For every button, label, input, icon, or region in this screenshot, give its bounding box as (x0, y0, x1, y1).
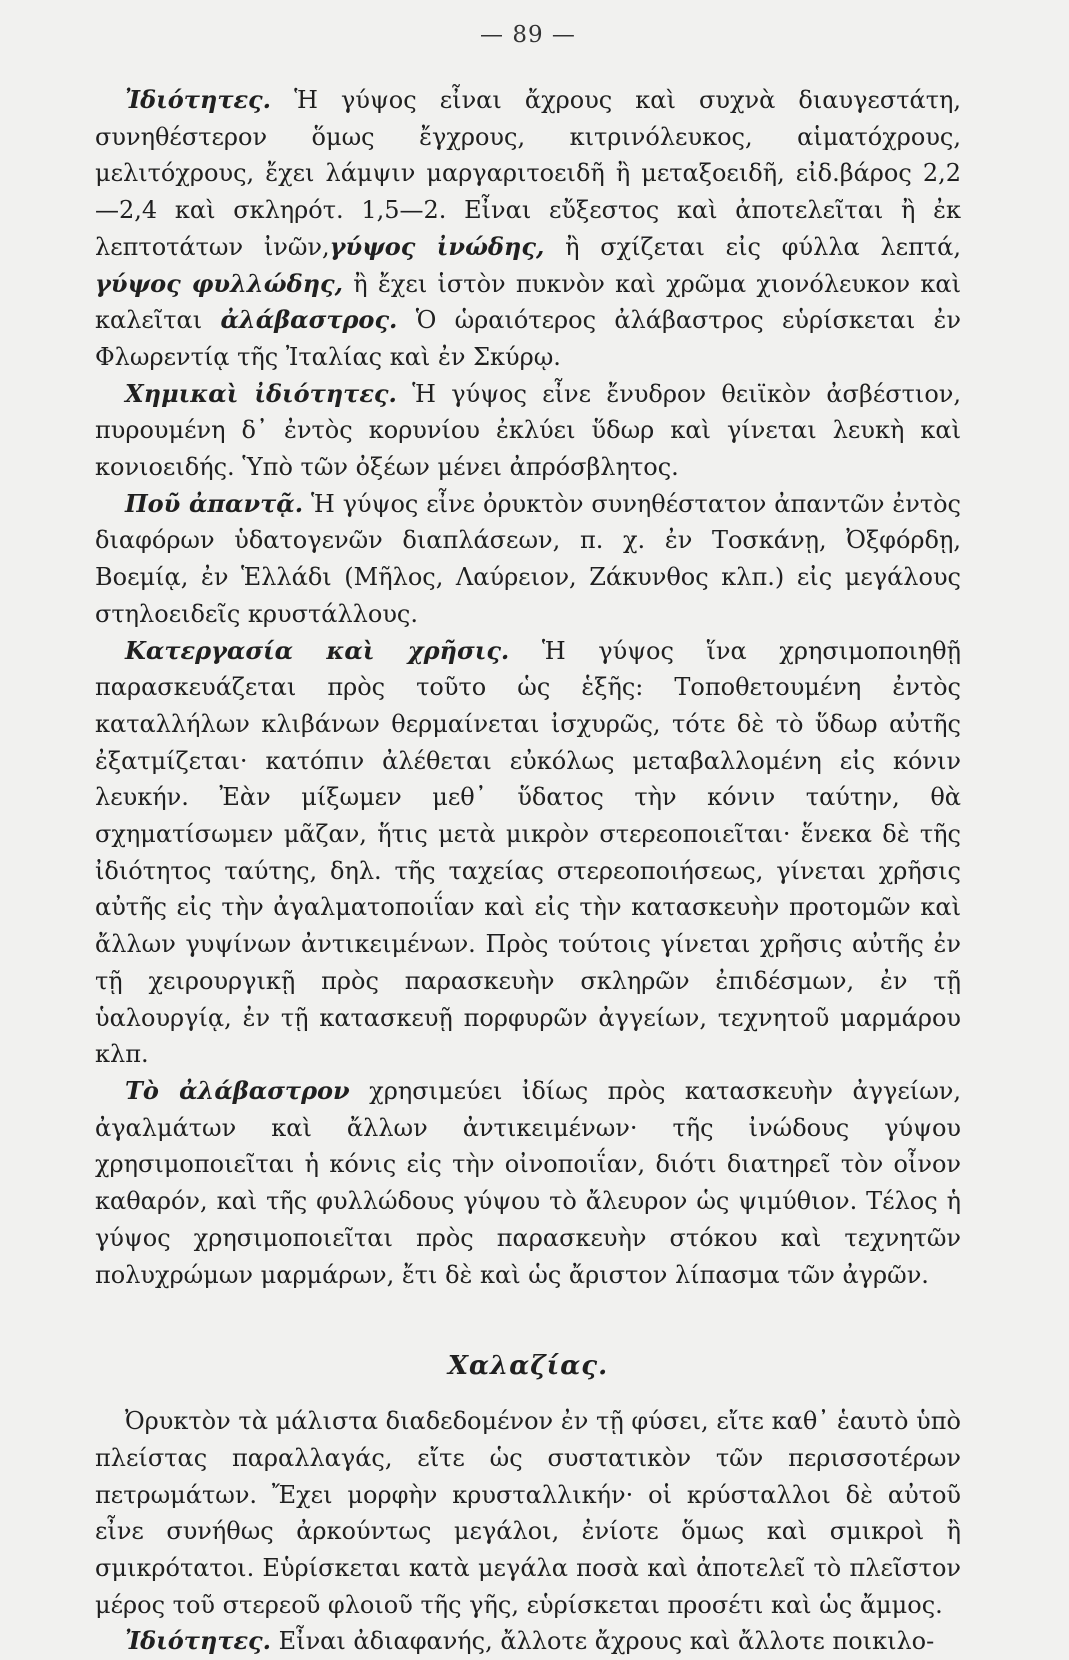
paragraph-quartz-properties (95, 1623, 961, 1660)
paragraph-text: Ἡ γύψος εἶνε ἔνυδρον θειϊκὸν ἀσβέστιον, πυρουμένη δ᾽ ἐντὸς κορυνίου ἐκλύει ὕδωρ καὶ γίνεται λευκὴ καὶ κονιοειδής. Ὑπὸ τῶν ὀξέων μένει ἀπρόσβλητος. (95, 379, 961, 482)
paragraph-heading: Ποῦ ἀπαντᾷ. (125, 488, 304, 518)
paragraph-heading: Τὸ ἀλάβαστρον (125, 1075, 350, 1105)
paragraph-text: χρησιμεύει ἰδίως πρὸς κατασκευὴν ἀγγείων, ἀγαλμάτων καὶ ἄλλων ἀντικειμένων· τῆς ἰνώδους γύψου χρησιμοποιεῖται ἡ κόνις εἰς τὴν οἰνοποιΐαν, διότι διατηρεῖ τὸν οἶνον καθαρόν, καὶ τῆς φυλλώδους γύψου τὸ ἄλευρον ὡς ψιμύθιον. Τέλος ἡ γύψος χρησιμοποιεῖται πρὸς παρασκευὴν στόκου καὶ τεχνητῶν πολυχρώμων μαρμάρων, ἔτι δὲ καὶ ὡς ἄριστον λίπασμα τῶν ἀγρῶν. (95, 1076, 961, 1289)
paragraph-text: Ὁ ὡραιότερος ἀλάβαστρος εὑρίσκεται ἐν Φλωρεντίᾳ τῆς Ἰταλίας καὶ ἐν Σκύρῳ. (95, 306, 961, 371)
paragraph-text: Ὀρυκτὸν τὰ μάλιστα διαδεδομένον ἐν τῇ φύσει, εἴτε καθ᾽ ἑαυτὸ ὑπὸ πλείστας παραλλαγάς, εἴτε ὡς συστατικὸν τῶν περισσοτέρων πετρωμάτων. Ἔχει μορφὴν κρυσταλλικήν· οἱ κρύσταλλοι δὲ αὐτοῦ εἶνε συνήθως ἀρκούντως μεγάλοι, ἐνίοτε ὅμως καὶ σμικροὶ ἢ σμικρότατοι. Εὑρίσκεται κατὰ μεγάλα ποσὰ καὶ ἀποτελεῖ τὸ πλεῖστον μέρος τοῦ στερεοῦ φλοιοῦ τῆς γῆς, εὑρίσκεται προσέτι καὶ ὡς ἄμμος. (95, 1407, 961, 1619)
paragraph-text: ἢ σχίζεται εἰς φύλλα λεπτά, (544, 232, 961, 261)
paragraph-occurrence (95, 486, 961, 633)
paragraph-processing-use (95, 633, 961, 1073)
term-fibrous-gypsum: γύψος ἰνώδης, (329, 231, 545, 261)
page-number: — 89 — (480, 22, 576, 48)
paragraph-text: Ἡ γύψος εἶναι ἄχρους καὶ συχνὰ διαυγεστάτη, συνηθέστερον ὅμως ἔγχρους, κιτρινόλευκος, αἱματόχρους, μελιτόχρους, ἔχει λάμψιν μαργαριτοειδῆ ἢ μεταξοειδῆ, εἰδ.βάρος 2,2—2,4 καὶ σκληρότ. 1,5—2. Εἶναι εὔξεστος καὶ ἀποτελεῖται ἢ ἐκ λεπτοτάτων ἰνῶν, (95, 86, 961, 261)
paragraph-chemical-properties (95, 376, 961, 486)
paragraph-properties (95, 82, 961, 376)
paragraph-text: Ἡ γύψος ἵνα χρησιμοποιηθῇ παρασκευάζεται πρὸς τοῦτο ὡς ἑξῆς: Τοποθετουμένη ἐντὸς καταλλήλων κλιβάνων θερμαίνεται ἰσχυρῶς, τότε δὲ τὸ ὕδωρ αὐτῆς ἐξατμίζεται· κατόπιν ἀλέθεται εὐκόλως μεταβαλλομένη εἰς κόνιν λευκήν. Ἐὰν μίξωμεν μεθ᾽ ὕδατος τὴν κόνιν ταύτην, θὰ σχηματίσωμεν μᾶζαν, ἥτις μετὰ μικρὸν στερεοποιεῖται· ἕνεκα δὲ τῆς ἰδιότητος ταύτης, δηλ. τῆς ταχείας στερεοποιήσεως, γίνεται χρῆσις αὐτῆς εἰς τὴν ἀγαλματοποιΐαν καὶ εἰς τὴν κατασκευὴν προτομῶν καὶ ἄλλων γυψίνων ἀντικειμένων. Πρὸς τούτοις γίνεται χρῆσις αὐτῆς ἐν τῇ χειρουργικῇ πρὸς παρασκευὴν σκληρῶν ἐπιδέσμων, ἐν τῇ ὑαλουργίᾳ, ἐν τῇ κατασκευῇ πορφυρῶν ἀγγείων, τεχνητοῦ μαρμάρου κλπ. (95, 636, 962, 1069)
section-title: Χαλαζίας. (447, 1351, 609, 1382)
term-lamellar-gypsum: γύψος φυλλώδης, (95, 268, 344, 298)
paragraph-quartz-intro (95, 1403, 961, 1623)
paragraph-text: ἢ ἔχει ἱστὸν πυκνὸν καὶ χρῶμα χιονόλευκον καὶ καλεῖται (95, 269, 961, 335)
term-alabaster: ἀλάβαστρος. (220, 305, 398, 335)
paragraph-text: Εἶναι ἀδιαφανής, ἄλλοτε ἄχρους καὶ ἄλλοτε ποικιλο- (271, 1627, 935, 1656)
paragraph-heading: Κατεργασία καὶ χρῆσις. (125, 635, 510, 665)
paragraph-heading: Ἰδιότητες. (125, 85, 272, 114)
paragraph-heading: Ἰδιότητες. (125, 1626, 272, 1656)
paragraph-alabaster (95, 1073, 961, 1293)
paragraph-heading: Χημικαὶ ἰδιότητες. (125, 378, 397, 408)
paragraph-text: Ἡ γύψος εἶνε ὀρυκτὸν συνηθέστατον ἀπαντῶν ἐντὸς διαφόρων ὑδατογενῶν διαπλάσεων, π. χ. ἐν Τοσκάνῃ, Ὀξφόρδῃ, Βοεμίᾳ, ἐν Ἑλλάδι (Μῆλος, Λαύρειον, Ζάκυνθος κλπ.) εἰς μεγάλους στηλοειδεῖς κρυστάλλους. (95, 489, 961, 628)
